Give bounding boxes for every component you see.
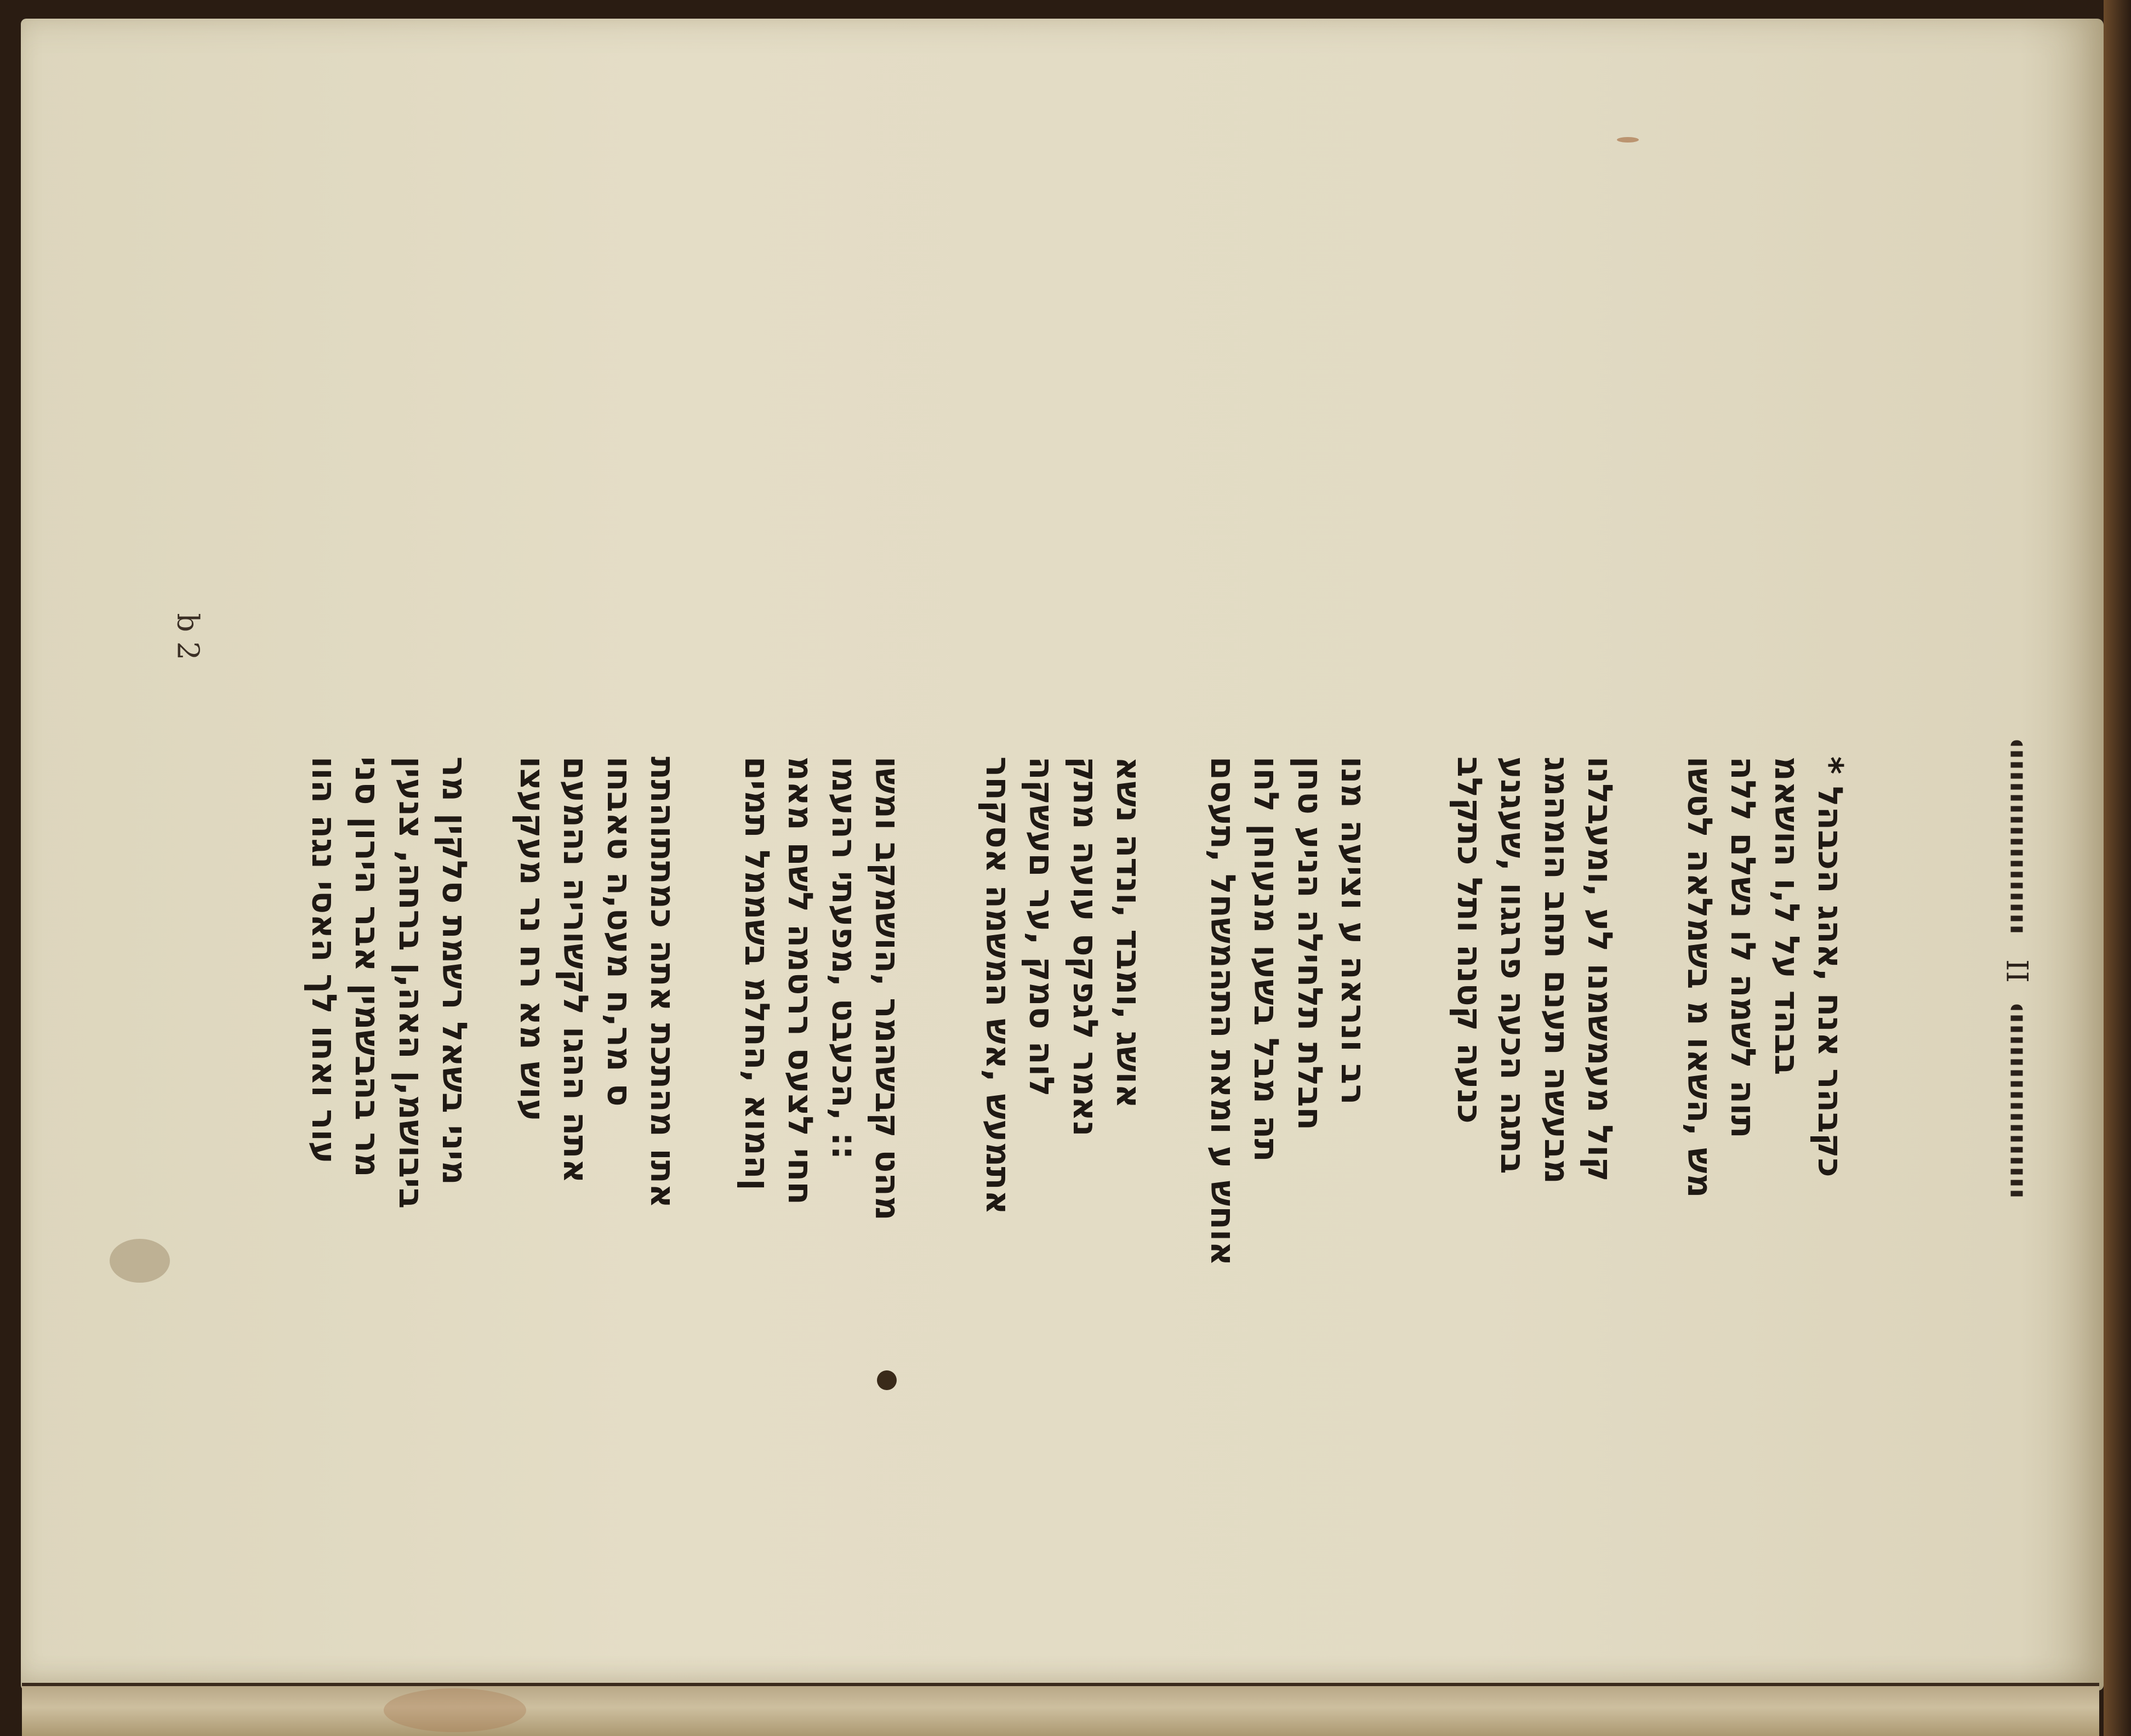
verse-line: נאמר לגפקס עועה מתק (1065, 756, 1106, 1137)
verse-line: ןהמוא ,החלמ בשממל תמים (737, 756, 778, 1191)
verse-line: רב ונראה ע וציעה מנו (1334, 756, 1374, 1105)
verse-line: לוה סמק ,ער םעשקה (1022, 756, 1062, 1097)
verse-line: ביבושמ,ן האה,ן ברחה, צנעין (391, 756, 431, 1209)
verse-line: ס מר,ח מעט,ה טאבחו (599, 756, 640, 1107)
paper-mark (1617, 137, 1639, 143)
section-mark: II (1999, 959, 2035, 983)
verse-line: בתגה הכעה פרגגוו ,שעגנע (1493, 756, 1534, 1174)
verse-line: כנעה קטנה ותל כתקלב (1450, 756, 1490, 1124)
section-divider (2000, 697, 2035, 1245)
verse-line: אוחש ע ומאת התהמשחל ,תעסם (1203, 756, 1244, 1266)
verse-line: קול מעמשמנו לע ,ומעבלנו (1580, 756, 1620, 1182)
verse-line: מהט קבשהמר ,הושמקב ומשו (868, 756, 908, 1221)
stanza (512, 756, 683, 1305)
paper-stain (110, 1239, 170, 1283)
verse-line: כקבהר אנח ,אהג הכבהל * (1810, 756, 1850, 1177)
stanza (304, 756, 475, 1305)
verse-line: מיני בשאל רשמת סלקין מר (435, 756, 475, 1185)
stanza (1203, 756, 1374, 1305)
verse-line: עור ואחו לך האסי נגה הוו (304, 756, 345, 1164)
verse-line: תוה לשמה לו נשלם ללה (1723, 756, 1764, 1139)
stanza (1450, 756, 1620, 1305)
verse-line: אושג ,ומבד ,ונדה נשא (1109, 756, 1149, 1109)
book-cover-edge (2104, 0, 2131, 1736)
stanza (978, 756, 1149, 1305)
verse-line: בבהד על ל,ו הושאמ (1767, 756, 1807, 1075)
verse-line: אתו מהתכת אתה כמתתוהתת (643, 756, 683, 1209)
verse-line: :: ,הכעבט ,מפעתי רהעמו (824, 756, 864, 1160)
page-number: b 2 (170, 613, 206, 661)
facing-page-edge (22, 1683, 2099, 1736)
ornamental-rule (2011, 740, 2023, 937)
paper-stain (384, 1688, 526, 1732)
verse-line: מש ,השאו מ בשמלאה לטשו (1680, 756, 1720, 1198)
verse-line: אתה ההגו לקשוריה נהמעם (556, 756, 596, 1183)
stanza (737, 756, 908, 1305)
ink-spot (877, 1370, 897, 1390)
verse-line: מר בהבשמין אבר הירון סני (347, 756, 388, 1177)
stanza (1680, 756, 1850, 1305)
verse-line: תה מבל בשעו מנעוחן לחו (1246, 756, 1287, 1162)
verse-line: חבלת תלחילה הניע טחן (1290, 756, 1330, 1131)
verse-line: מבעשה תענם תחב הומהמג (1536, 756, 1577, 1184)
verse-line: עוש מא רח נר מעקעצו (512, 756, 553, 1122)
verse-line: חחי לצעס ררטמה לשם מאמ (780, 756, 821, 1205)
ornamental-rule (2011, 1005, 2023, 1202)
verse-line: אתמעש ,אש המשמה אסקחר (978, 756, 1019, 1215)
